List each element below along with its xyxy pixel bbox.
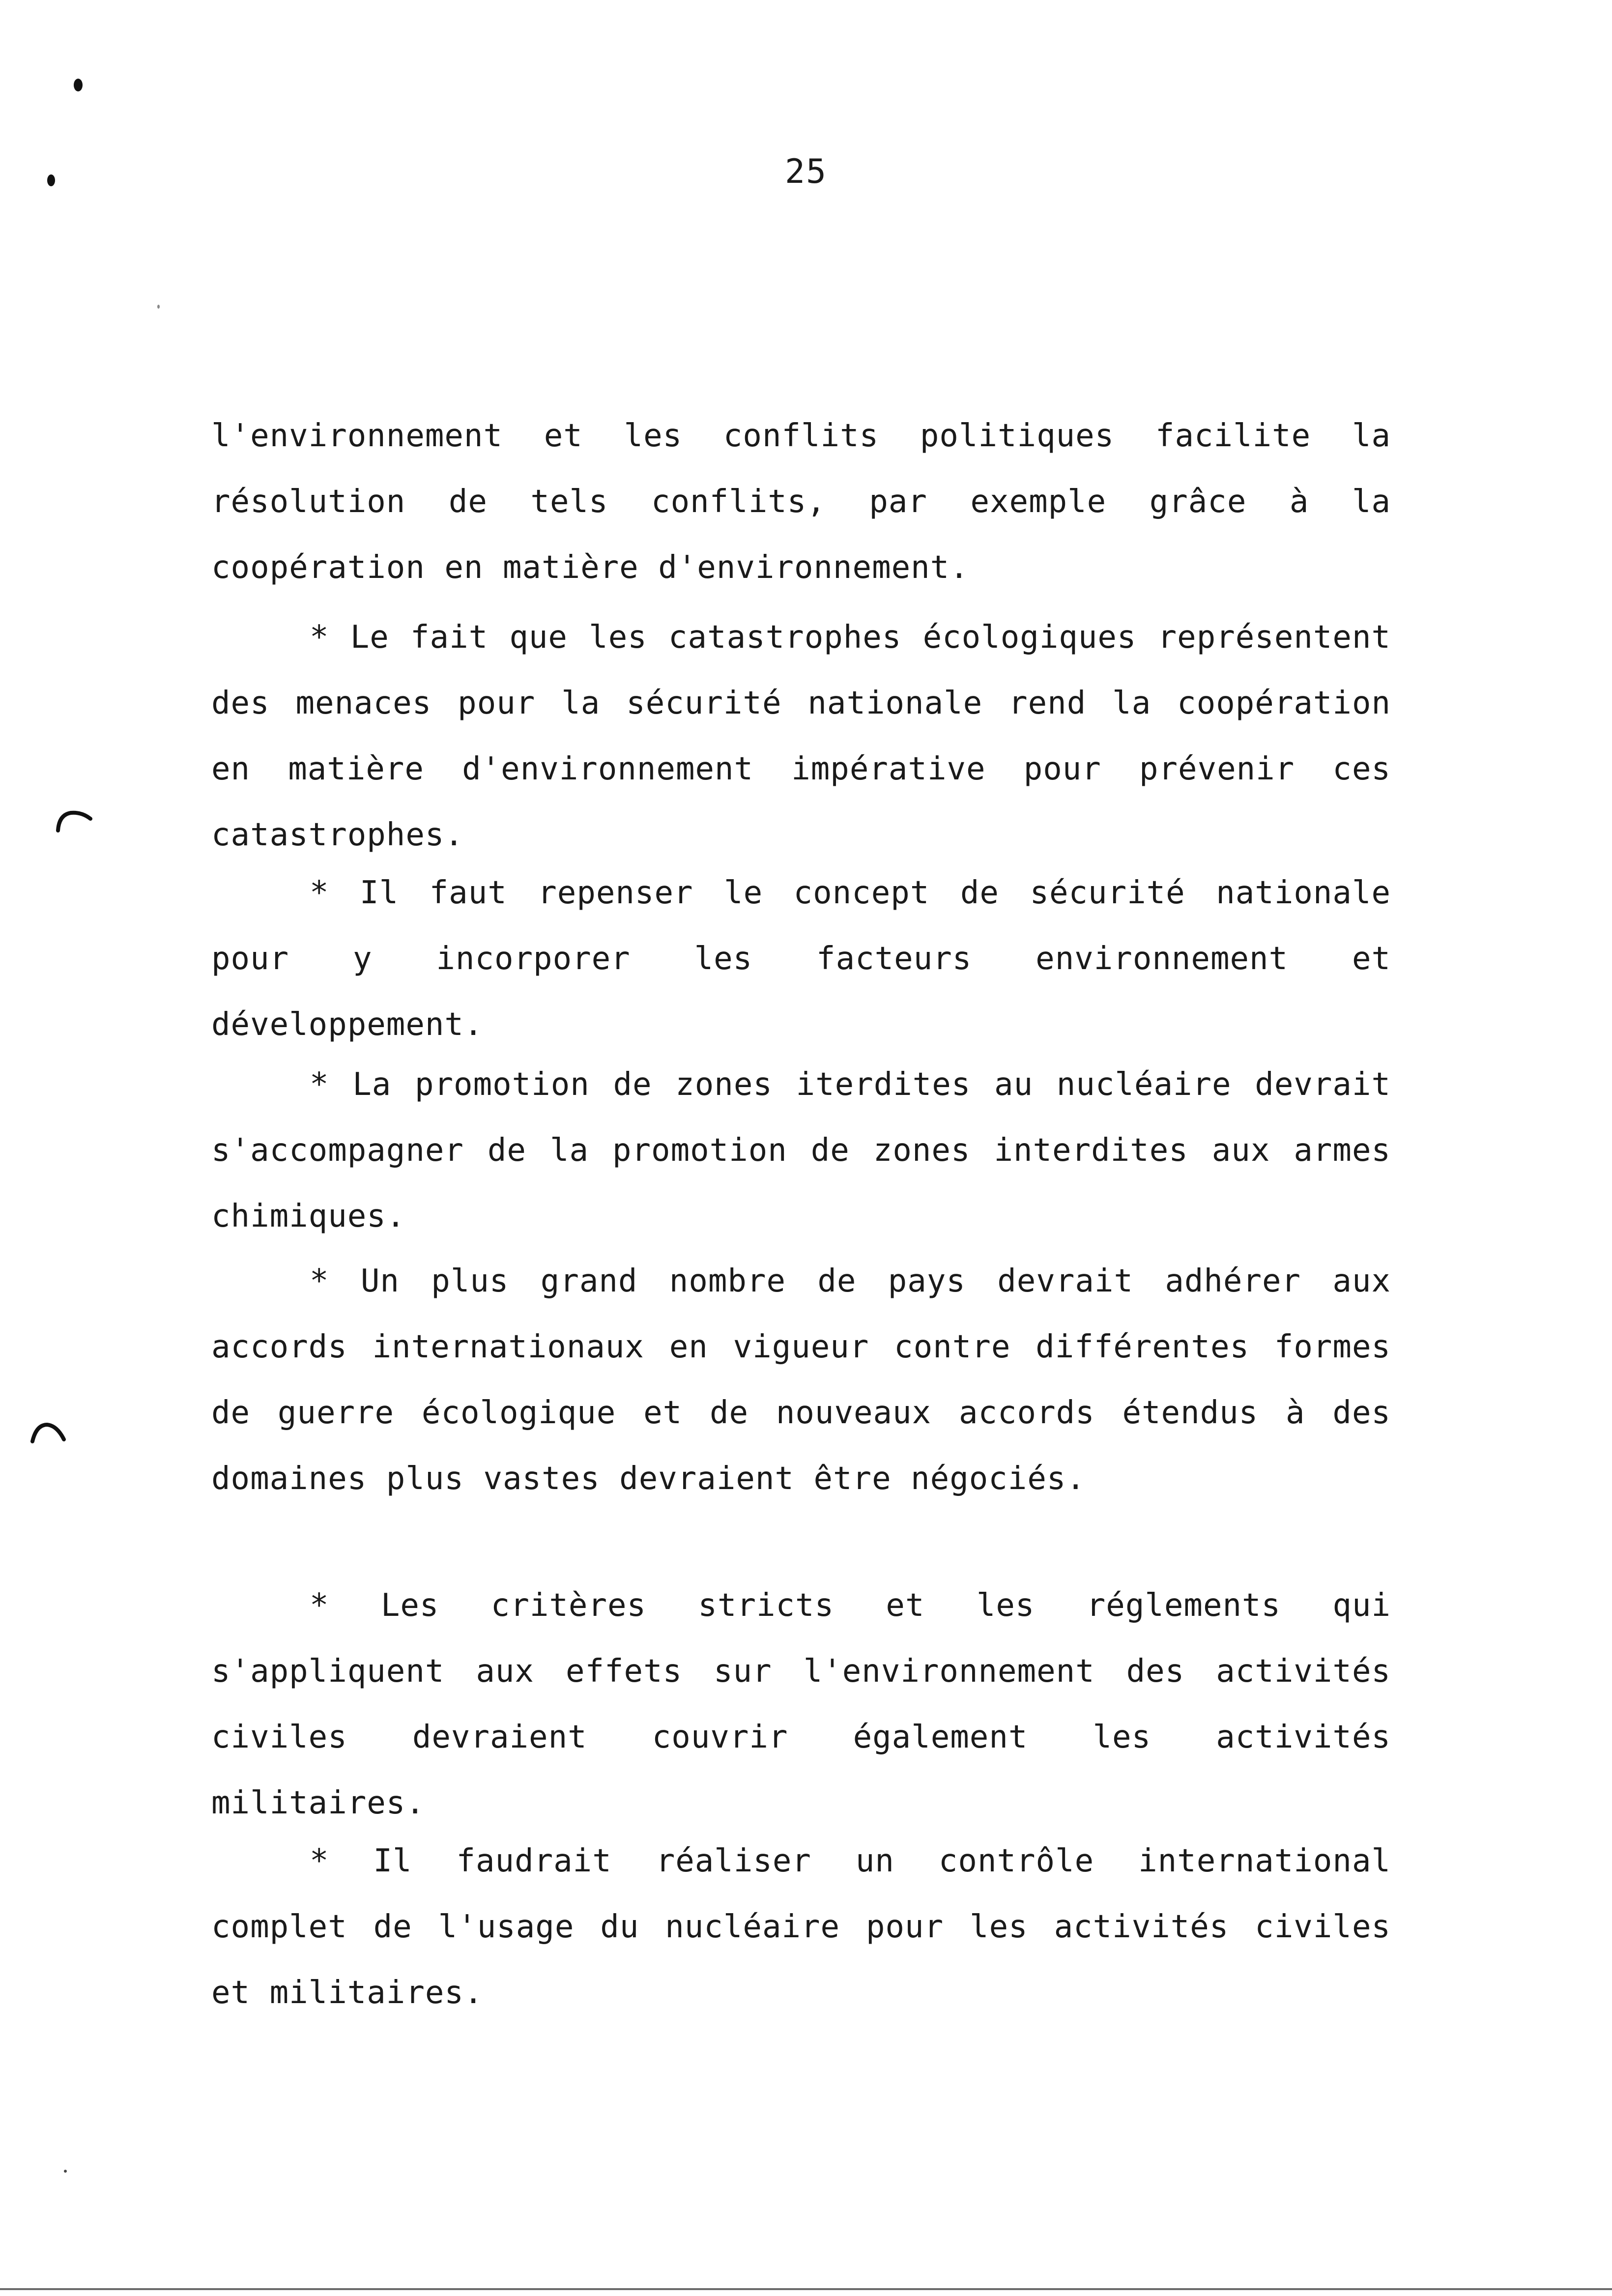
bullet-text: * Il faudrait réaliser un contrôle international complet de l'usage du nucléaire pour les activités civiles et militaires.	[211, 1843, 1391, 2011]
bullet-paragraph	[211, 860, 1391, 1058]
bullet-paragraph	[211, 604, 1391, 868]
bullet-text: * Le fait que les catastrophes écologiques représentent des menaces pour la sécurité nationale rend la coopération en matière d'environnement impérative pour prévenir ces catastrophes.	[211, 619, 1391, 853]
bullet-text: * Un plus grand nombre de pays devrait adhérer aux accords internationaux en vigueur contre différentes formes de guerre écologique et de nouveaux accords étendus à des domaines plus vastes devraient être négociés.	[211, 1263, 1391, 1497]
bullet-text: * Les critères stricts et les réglements qui s'appliquent aux effets sur l'environnement des activités civiles devraient couvrir également les activités militaires.	[211, 1587, 1391, 1821]
binding-hook-mark	[54, 806, 93, 835]
bullet-paragraph	[211, 1248, 1391, 1512]
page-number: 25	[785, 152, 827, 191]
scan-mark-dot	[74, 79, 83, 91]
bullet-paragraph	[211, 1573, 1391, 1836]
scan-speck	[157, 305, 160, 309]
intro-paragraph	[211, 403, 1391, 601]
scan-speck	[64, 2170, 67, 2173]
bottom-rule	[0, 2288, 1612, 2290]
bullet-paragraph	[211, 1828, 1391, 2026]
scan-mark-dot	[47, 174, 55, 186]
bullet-paragraph	[211, 1052, 1391, 1249]
intro-text: l'environnement et les conflits politiques facilite la résolution de tels conflits, par exemple grâce à la coopération en matière d'environnement.	[211, 418, 1391, 586]
bullet-text: * La promotion de zones iterdites au nucléaire devrait s'accompagner de la promotion de zones interdites aux armes chimiques.	[211, 1066, 1391, 1234]
bullet-text: * Il faut repenser le concept de sécurité nationale pour y incorporer les facteurs environnement et développement.	[211, 875, 1391, 1043]
binding-hook-mark	[29, 1418, 69, 1447]
